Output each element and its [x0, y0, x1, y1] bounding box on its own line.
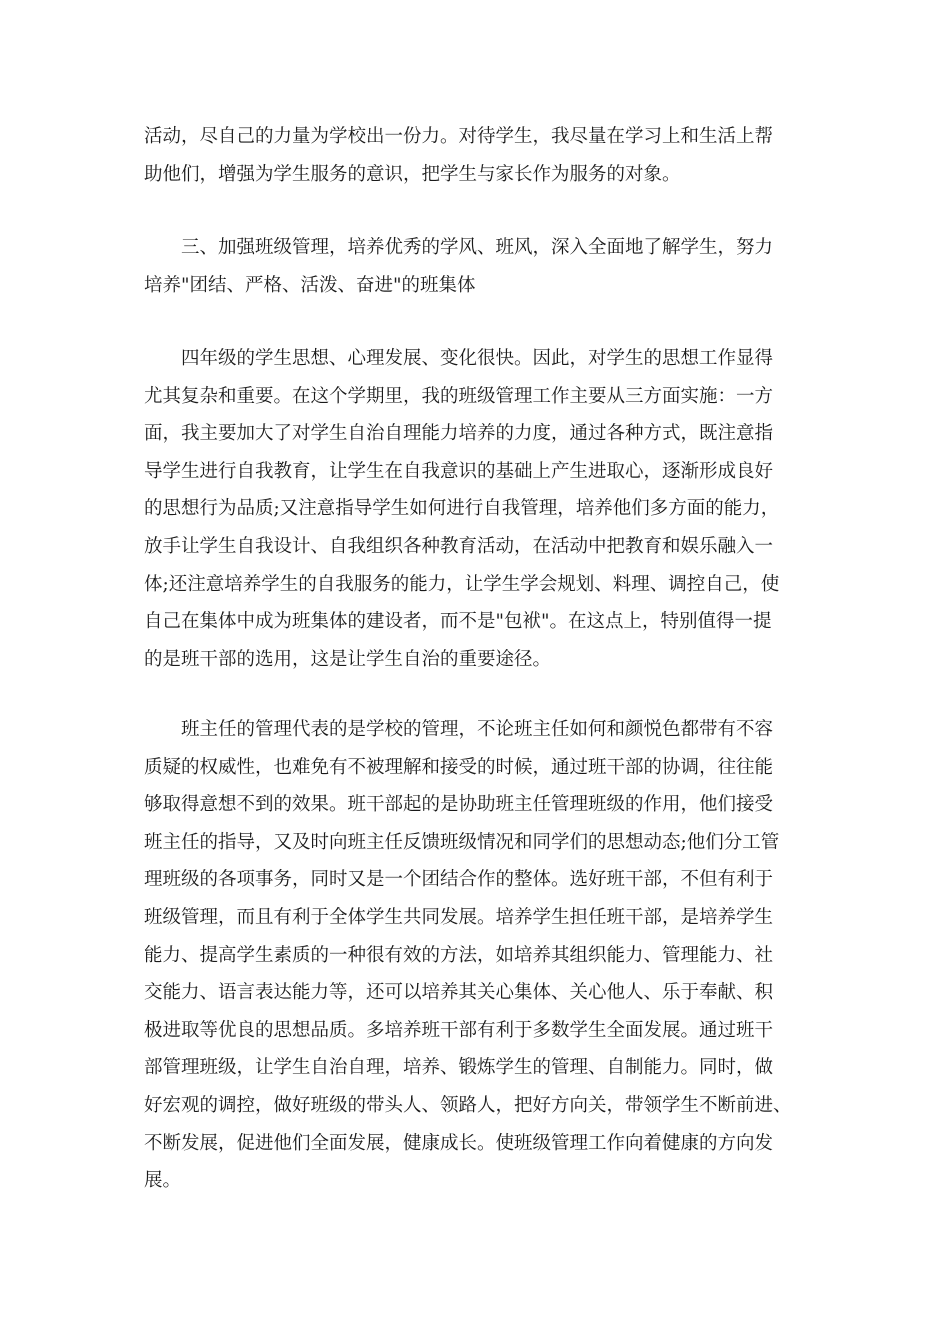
text-line: 四年级的学生思想、心理发展、变化很快。因此，对学生的思想工作显得 — [181, 348, 774, 369]
text-line: 不断发展，促进他们全面发展，健康成长。使班级管理工作向着健康的方向发 — [144, 1132, 774, 1154]
text-line: 交能力、语言表达能力等，还可以培养其关心集体、关心他人、乐于奉献、积 — [144, 982, 774, 1004]
text-line: 自己在集体中成为班集体的建设者，而不是"包袱"。在这点上，特别值得一提 — [144, 611, 772, 633]
paragraph-3 — [144, 711, 820, 1200]
text-line: 班主任的管理代表的是学校的管理，不论班主任如何和颜悦色都带有不容 — [181, 719, 774, 740]
text-line: 理班级的各项事务，同时又是一个团结合作的整体。选好班干部，不但有利于 — [144, 869, 774, 891]
text-line: 放手让学生自我设计、自我组织各种教育活动，在活动中把教育和娱乐融入一 — [144, 535, 774, 557]
paragraph-1 — [144, 118, 820, 193]
text-line: 展。 — [144, 1170, 182, 1192]
text-line: 够取得意想不到的效果。班干部起的是协助班主任管理班级的作用，他们接受 — [144, 794, 774, 816]
text-line: 培养"团结、严格、活泼、奋进"的班集体 — [144, 274, 476, 296]
text-line: 班级管理，而且有利于全体学生共同发展。培养学生担任班干部，是培养学生 — [144, 906, 774, 928]
text-line: 助他们，增强为学生服务的意识，把学生与家长作为服务的对象。 — [144, 163, 681, 185]
text-line: 质疑的权威性，也难免有不被理解和接受的时候，通过班干部的协调，往往能 — [144, 756, 774, 778]
text-line: 三、加强班级管理，培养优秀的学风、班风，深入全面地了解学生，努力 — [181, 237, 774, 258]
text-line: 班主任的指导，又及时向班主任反馈班级情况和同学们的思想动态;他们分工管 — [144, 831, 780, 853]
text-line: 能力、提高学生素质的一种很有效的方法，如培养其组织能力、管理能力、社 — [144, 944, 774, 966]
text-line: 面，我主要加大了对学生自治自理能力培养的力度，通过各种方式，既注意指 — [144, 423, 774, 445]
text-line: 极进取等优良的思想品质。多培养班干部有利于多数学生全面发展。通过班干 — [144, 1019, 774, 1041]
text-line: 活动，尽自己的力量为学校出一份力。对待学生，我尽量在学习上和生活上帮 — [144, 126, 774, 147]
text-line: 导学生进行自我教育，让学生在自我意识的基础上产生进取心，逐渐形成良好 — [144, 460, 774, 482]
text-line: 部管理班级，让学生自治自理，培养、锻炼学生的管理、自制能力。同时，做 — [144, 1057, 774, 1079]
text-line: 尤其复杂和重要。在这个学期里，我的班级管理工作主要从三方面实施：一方 — [144, 385, 774, 407]
text-line: 的思想行为品质;又注意指导学生如何进行自我管理，培养他们多方面的能力， — [144, 498, 780, 520]
text-line: 体;还注意培养学生的自我服务的能力，让学生学会规划、料理、调控自己，使 — [144, 573, 780, 595]
text-line: 好宏观的调控，做好班级的带头人、领路人，把好方向关，带领学生不断前进、 — [144, 1094, 792, 1116]
section-heading-3 — [144, 229, 820, 304]
paragraph-2 — [144, 340, 820, 678]
text-line: 的是班干部的选用，这是让学生自治的重要途径。 — [144, 648, 552, 670]
